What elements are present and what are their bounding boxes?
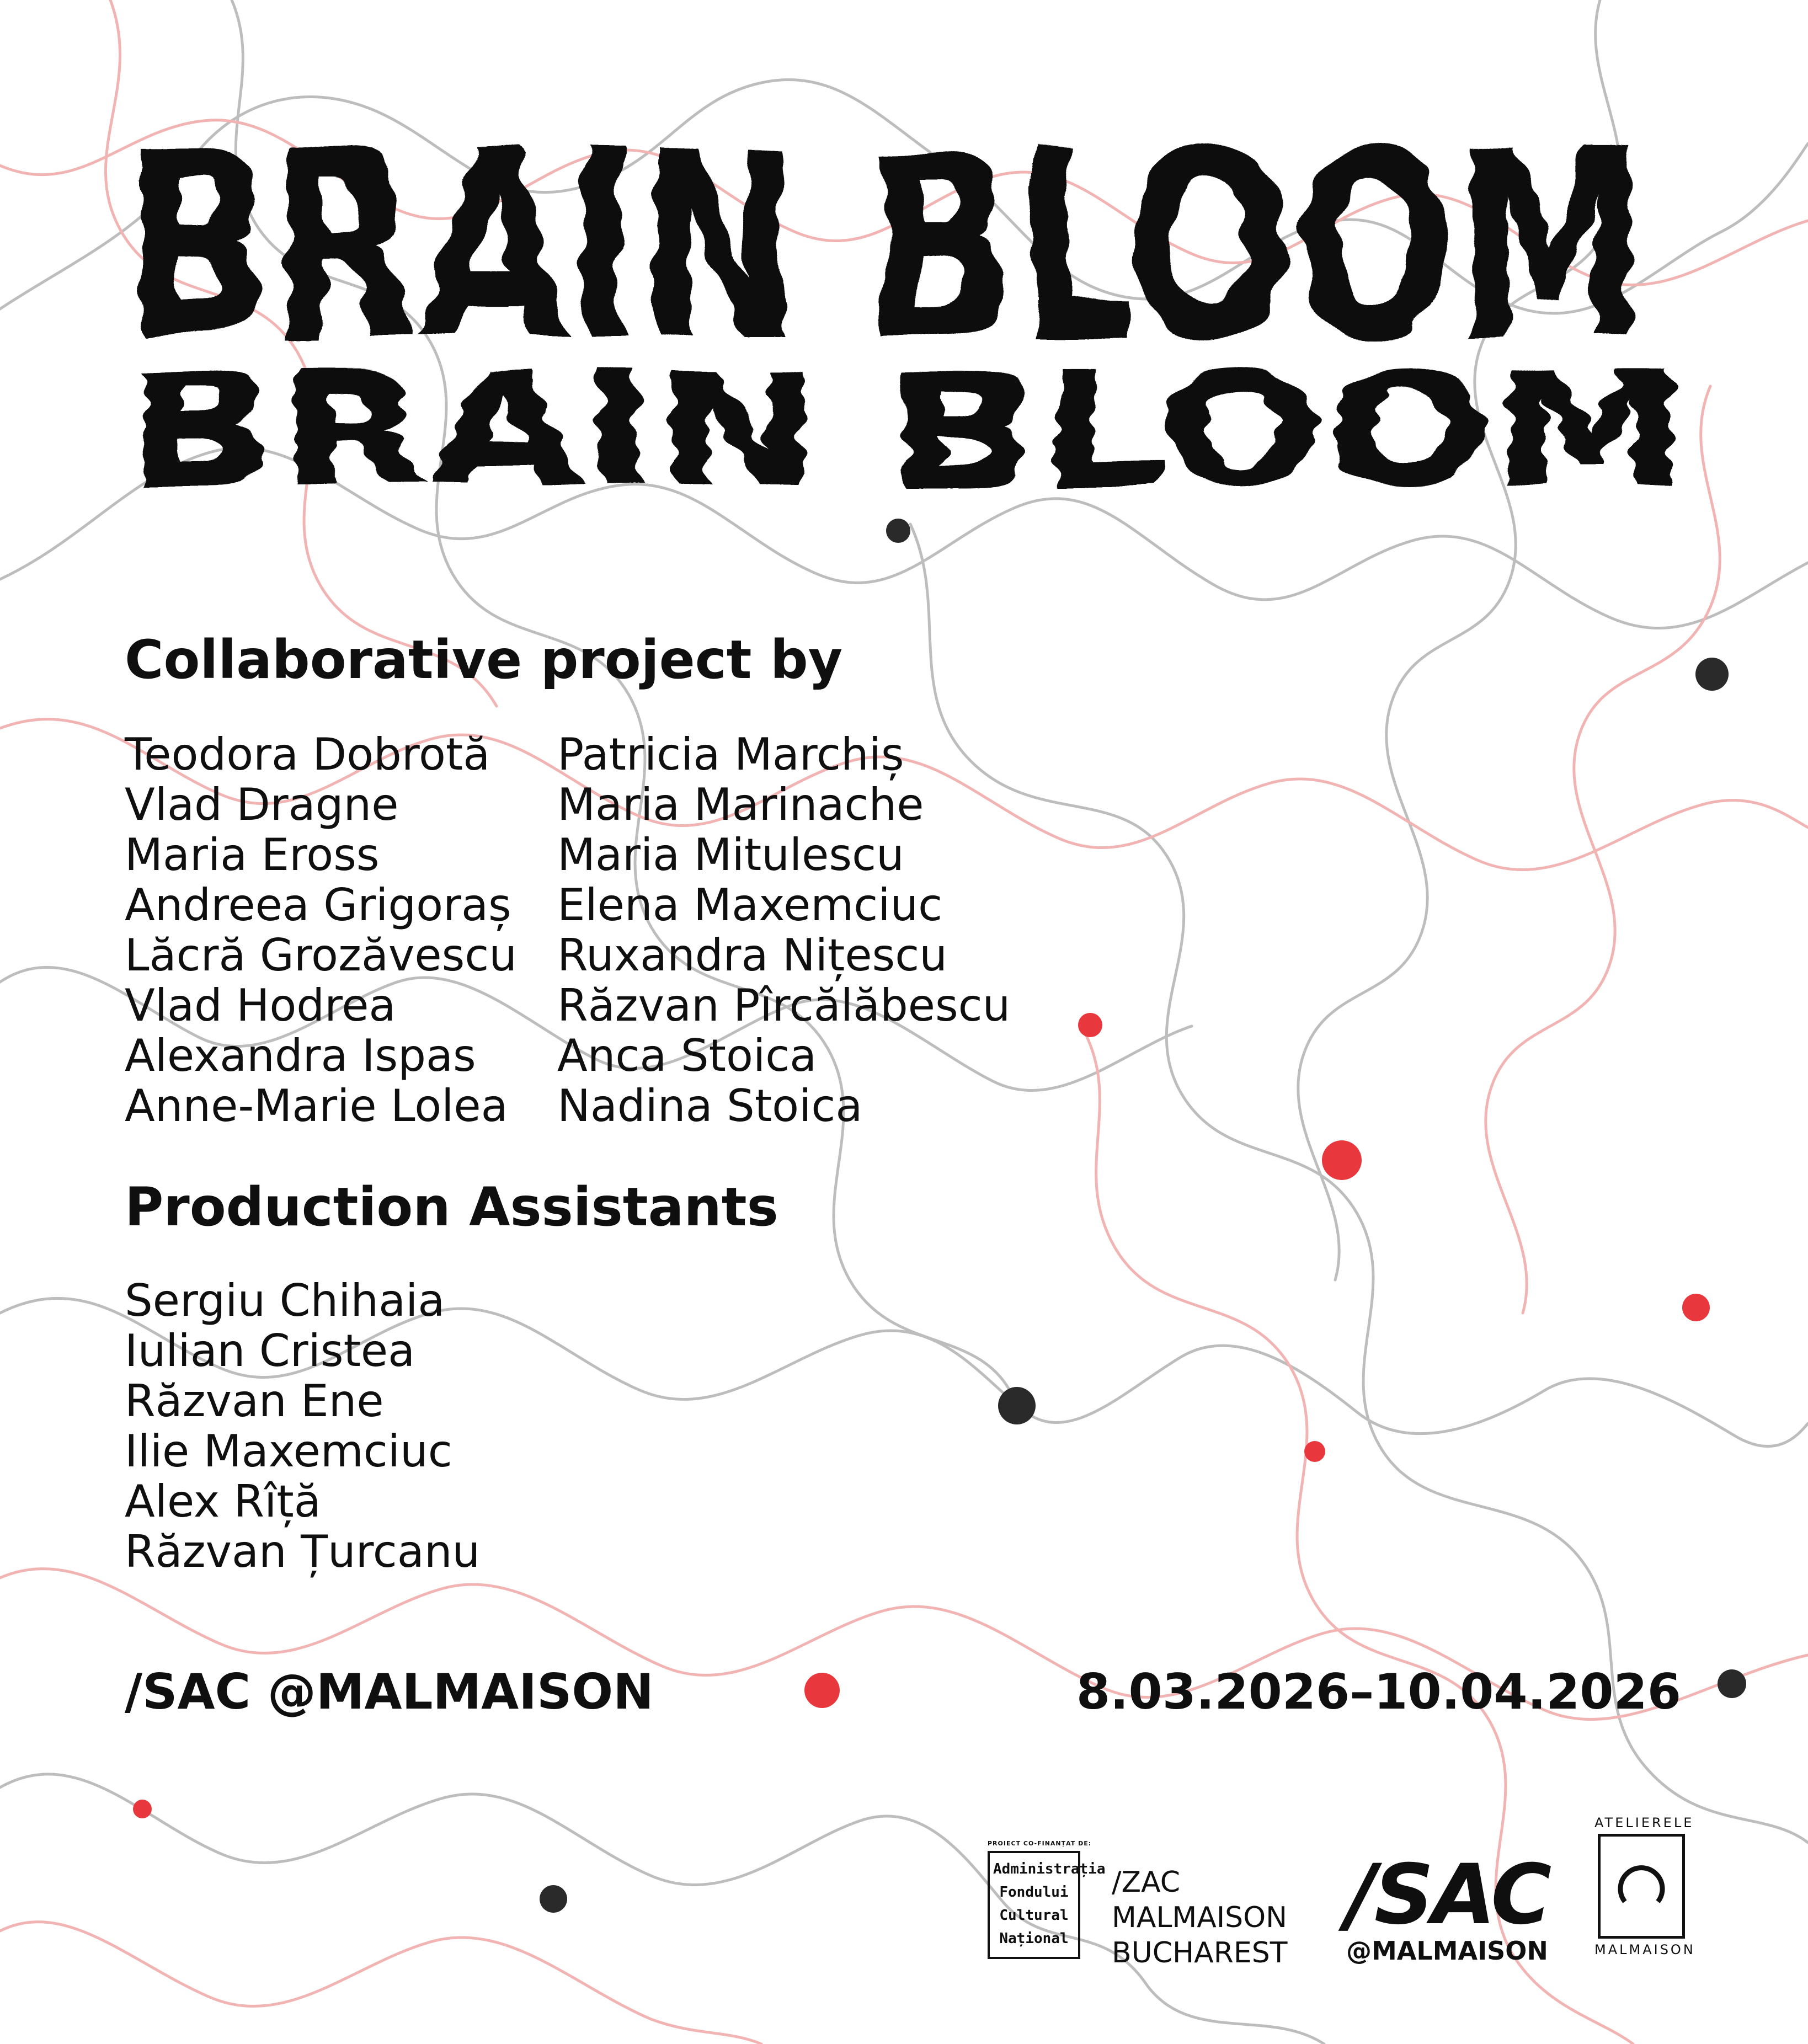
collaborator-name: Ruxandra Nițescu bbox=[557, 930, 947, 981]
atelierele-frame bbox=[1598, 1834, 1685, 1939]
zac-line: /ZAC bbox=[1112, 1866, 1181, 1899]
afcn-line: Național bbox=[999, 1930, 1069, 1947]
sac-logo-mark: /SAC bbox=[1346, 1847, 1550, 1943]
afcn-caption: PROIECT CO-FINANȚAT DE: bbox=[988, 1840, 1092, 1847]
zac-malmaison-logo bbox=[1112, 1865, 1287, 1971]
collaborator-name: Răzvan Pîrcălăbescu bbox=[557, 980, 1011, 1031]
zac-line: BUCHAREST bbox=[1112, 1936, 1288, 1970]
collaborators-list-column-1 bbox=[125, 729, 517, 1131]
afcn-line: Fondului bbox=[999, 1884, 1069, 1901]
title-graphic bbox=[0, 0, 1808, 497]
collaborator-name: Maria Mitulescu bbox=[557, 829, 904, 880]
venue-label: /SAC @MALMAISON bbox=[125, 1663, 654, 1720]
collaborator-name: Elena Maxemciuc bbox=[557, 879, 943, 931]
collaborator-name: Vlad Hodrea bbox=[125, 980, 396, 1031]
collaborator-name: Teodora Dobrotă bbox=[125, 729, 490, 780]
collaborators-heading: Collaborative project by bbox=[125, 629, 843, 691]
production-assistants-heading: Production Assistants bbox=[125, 1176, 778, 1238]
date-range: 8.03.2026–10.04.2026 bbox=[1076, 1663, 1681, 1720]
collaborator-name: Lăcră Grozăvescu bbox=[125, 930, 517, 981]
collaborator-name: Patricia Marchiș bbox=[557, 729, 904, 780]
assistant-name: Alex Rîță bbox=[125, 1476, 321, 1527]
afcn-line: Administrația bbox=[993, 1861, 1106, 1877]
collaborator-name: Anne-Marie Lolea bbox=[125, 1080, 508, 1132]
collaborator-name: Maria Eross bbox=[125, 829, 380, 880]
atelierele-malmaison-logo bbox=[1594, 1815, 1695, 1964]
collaborator-name: Vlad Dragne bbox=[125, 779, 399, 830]
sac-logo-handle: @MALMAISON bbox=[1346, 1936, 1548, 1966]
collaborator-name: Nadina Stoica bbox=[557, 1080, 863, 1132]
afcn-line: Cultural bbox=[999, 1907, 1069, 1924]
afcn-logo bbox=[988, 1840, 1106, 1961]
assistant-name: Ilie Maxemciuc bbox=[125, 1426, 452, 1477]
assistant-name: Răzvan Ene bbox=[125, 1375, 384, 1427]
assistant-name: Iulian Cristea bbox=[125, 1325, 415, 1376]
collaborator-name: Anca Stoica bbox=[557, 1030, 817, 1081]
open-ring-icon bbox=[1601, 1837, 1682, 1936]
production-assistants-list bbox=[125, 1276, 480, 1577]
zac-line: MALMAISON bbox=[1112, 1901, 1288, 1934]
title-reflection: BRAIN BLOOM bbox=[126, 340, 1688, 497]
collaborator-name: Maria Marinache bbox=[557, 779, 924, 830]
atelierele-bottom-label: MALMAISON bbox=[1594, 1942, 1695, 1957]
collaborators-list-column-2 bbox=[557, 729, 1010, 1131]
assistant-name: Răzvan Țurcanu bbox=[125, 1526, 481, 1577]
page-title: BRAIN BLOOM bbox=[124, 96, 1647, 398]
sac-malmaison-logo bbox=[1346, 1847, 1550, 1966]
afcn-logo-box bbox=[988, 1851, 1106, 1959]
collaborator-name: Andreea Grigoraș bbox=[125, 879, 511, 931]
atelierele-label: ATELIERELE bbox=[1594, 1815, 1694, 1830]
assistant-name: Sergiu Chihaia bbox=[125, 1275, 445, 1326]
collaborator-name: Alexandra Ispas bbox=[125, 1030, 476, 1081]
